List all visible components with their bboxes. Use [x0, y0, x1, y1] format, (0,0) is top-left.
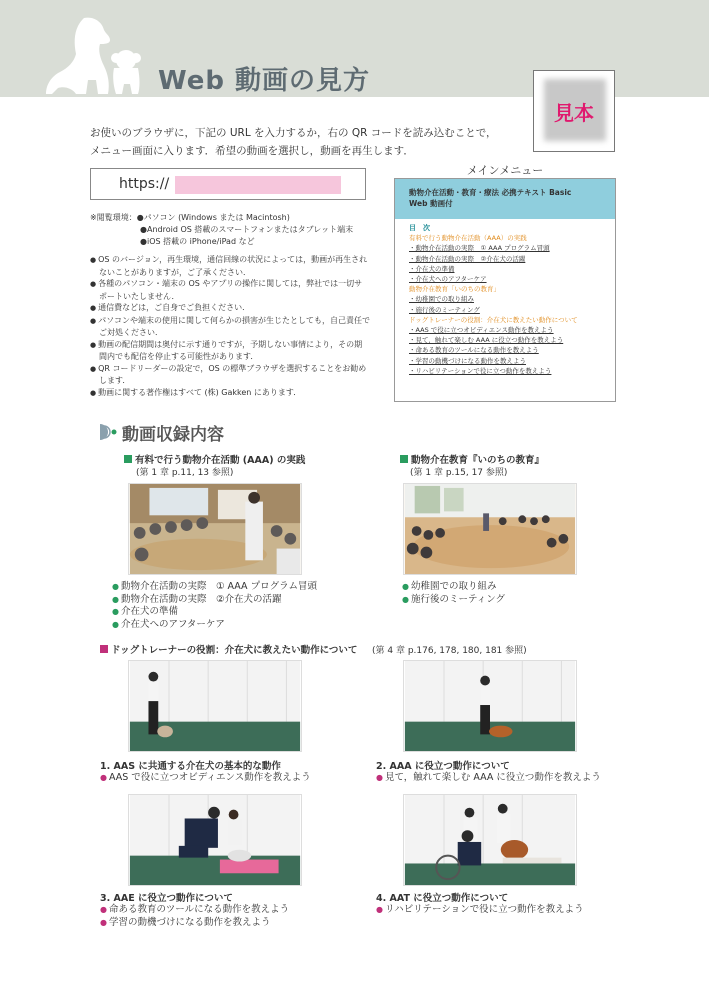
note-item: ● QR コードリーダーの設定で，OS の標準ブラウザを選択することをお勧めします．	[90, 363, 370, 387]
clip3-title: 3. AAE に役立つ動作について	[100, 893, 233, 904]
bullet-item: ● 幼稚園での取り組み	[402, 581, 505, 594]
note-item: ● 動画の配信期間は奥付に示す通りですが，予期しない事情により，その期間内でも配信を停止する可能性があります．	[90, 339, 370, 363]
menu-link[interactable]: ・幼稚園での取り組み	[409, 295, 474, 304]
clip4-photo	[403, 794, 577, 886]
menu-link[interactable]: ・施行後のミーティング	[409, 305, 480, 314]
clip1-photo	[128, 660, 302, 752]
clip4-bullets	[376, 903, 584, 916]
aaa-photo	[128, 483, 302, 575]
intro-text	[90, 124, 520, 160]
green-square-icon	[400, 455, 408, 463]
clip3-photo	[128, 794, 302, 886]
env-line: ※閲覧環境：●パソコン (Windows または Macintosh)	[90, 213, 290, 222]
sample-label: 見本	[554, 101, 594, 125]
bullet-item: ● 介在犬へのアフターケア	[112, 619, 317, 632]
bullet-item: ● 命ある教育のツールになる動作を教えよう	[100, 903, 289, 916]
intro-line: お使いのブラウザに，下記の URL を入力するか，右の QR コードを読み込むことで，	[90, 127, 497, 139]
intro-line: メニュー画面に入ります．希望の動画を選択し，動画を再生します．	[90, 145, 414, 157]
clip1-title: 1. AAS に共通する介在犬の基本的な動作	[100, 761, 281, 772]
note-item: ● パソコンや端末の使用に関して何らかの損害が生じたとしても，自己責任でご対処ください．	[90, 315, 370, 339]
url-prefix: https://	[119, 176, 170, 192]
puppy-silhouette-icon	[104, 48, 148, 94]
main-menu-preview	[394, 178, 616, 402]
menu-header-line: Web 動画付	[409, 199, 453, 208]
page-title: Web 動画の見方	[158, 66, 371, 96]
green-square-icon	[124, 455, 132, 463]
trainer-heading: ドッグトレーナーの役割：介在犬に教えたい動作について	[100, 642, 357, 656]
note-item: ● 各種のパソコン・端末の OS やアプリの操作に関しては，弊社では一切サポートいたしません．	[90, 278, 370, 302]
menu-link[interactable]: ・介在犬へのアフターケア	[409, 275, 487, 284]
clip2-bullets	[376, 771, 601, 784]
note-item: ● 動画に関する著作権はすべて (株) Gakken にあります．	[90, 387, 370, 400]
note-item: ● OS のバージョン，再生環境，通信回線の状況によっては，動画が再生されないことがありますが，ご了承ください．	[90, 254, 370, 278]
menu-title: メインメニュー	[466, 164, 544, 177]
menu-section-title: ドッグトレーナーの役割：介在犬に教えたい動作について	[409, 315, 578, 324]
qr-code-box[interactable]	[533, 70, 615, 152]
menu-link[interactable]: ・学習の動機づけになる動作を教えよう	[409, 356, 526, 365]
menu-link[interactable]: ・動物介在活動の実際 ① AAA プログラム冒頭	[409, 244, 550, 253]
env-line: ●iOS 搭載の iPhone/iPad など	[140, 237, 255, 246]
bullet-item: ● 見て，触れて楽しむ AAA に役立つ動作を教えよう	[376, 771, 601, 784]
edu-photo	[403, 483, 577, 575]
menu-link[interactable]: ・命ある教育のツールになる動作を教えよう	[409, 346, 539, 355]
pink-square-icon	[100, 645, 108, 653]
bullet-item: ● リハビリテーションで役に立つ動作を教えよう	[376, 903, 584, 916]
note-item: ● 通信費などは，ご自身でご負担ください．	[90, 302, 370, 315]
clip4-title: 4. AAT に役立つ動作について	[376, 893, 509, 904]
bullet-item: ● 動物介在活動の実際 ②介在犬の活躍	[112, 594, 317, 607]
bullet-item: ● 介在犬の準備	[112, 606, 317, 619]
bullet-item: ● 動物介在活動の実際 ① AAA プログラム冒頭	[112, 581, 317, 594]
bullet-item: ● AAS で役に立つオビディエンス動作を教えよう	[100, 771, 311, 784]
url-box[interactable]	[90, 168, 366, 200]
clip3-bullets	[100, 903, 289, 929]
menu-toc: 目 次	[409, 224, 430, 232]
menu-header	[395, 179, 615, 219]
edu-heading: 動物介在教育『いのちの教育』	[400, 452, 544, 466]
menu-link[interactable]: ・動物介在活動の実際 ②介在犬の活躍	[409, 254, 526, 263]
aaa-reference: (第 1 章 p.11, 13 参照)	[136, 468, 234, 478]
clip1-bullets	[100, 771, 311, 784]
env-line: ●Android OS 搭載のスマートフォンまたはタブレット端末	[140, 225, 354, 234]
clip2-photo	[403, 660, 577, 752]
edu-bullets	[402, 581, 505, 606]
section-heading: 動画収録内容	[122, 425, 224, 445]
menu-body	[395, 219, 615, 380]
trainer-reference: (第 4 章 p.176, 178, 180, 181 参照)	[372, 646, 527, 656]
menu-link[interactable]: ・AAS で役に立つオビディエンス動作を教えよう	[409, 326, 554, 335]
menu-link[interactable]: ・リハビリテーションで役に立つ動作を教えよう	[409, 366, 552, 375]
edu-reference: (第 1 章 p.15, 17 参照)	[410, 468, 508, 478]
bullet-item: ● 学習の動機づけになる動作を教えよう	[100, 916, 289, 929]
bullet-item: ● 施行後のミーティング	[402, 594, 505, 607]
menu-section-title: 動物介在教育「いのちの教育」	[409, 285, 500, 294]
menu-header-line: 動物介在活動・教育・療法 必携テキスト Basic	[409, 188, 572, 197]
notes-list	[90, 254, 370, 399]
menu-link[interactable]: ・介在犬の準備	[409, 264, 455, 273]
menu-section-title: 有料で行う動物介在活動（AAA）の実践	[409, 234, 527, 243]
clip2-title: 2. AAA に役立つ動作について	[376, 761, 510, 772]
viewing-environment	[90, 212, 380, 248]
menu-link[interactable]: ・見て，触れて楽しむ AAA に役立つ動作を教えよう	[409, 336, 564, 345]
url-redacted	[175, 176, 341, 194]
aaa-bullets	[112, 581, 317, 631]
aaa-heading: 有料で行う動物介在活動 (AAA) の実践	[124, 452, 305, 466]
